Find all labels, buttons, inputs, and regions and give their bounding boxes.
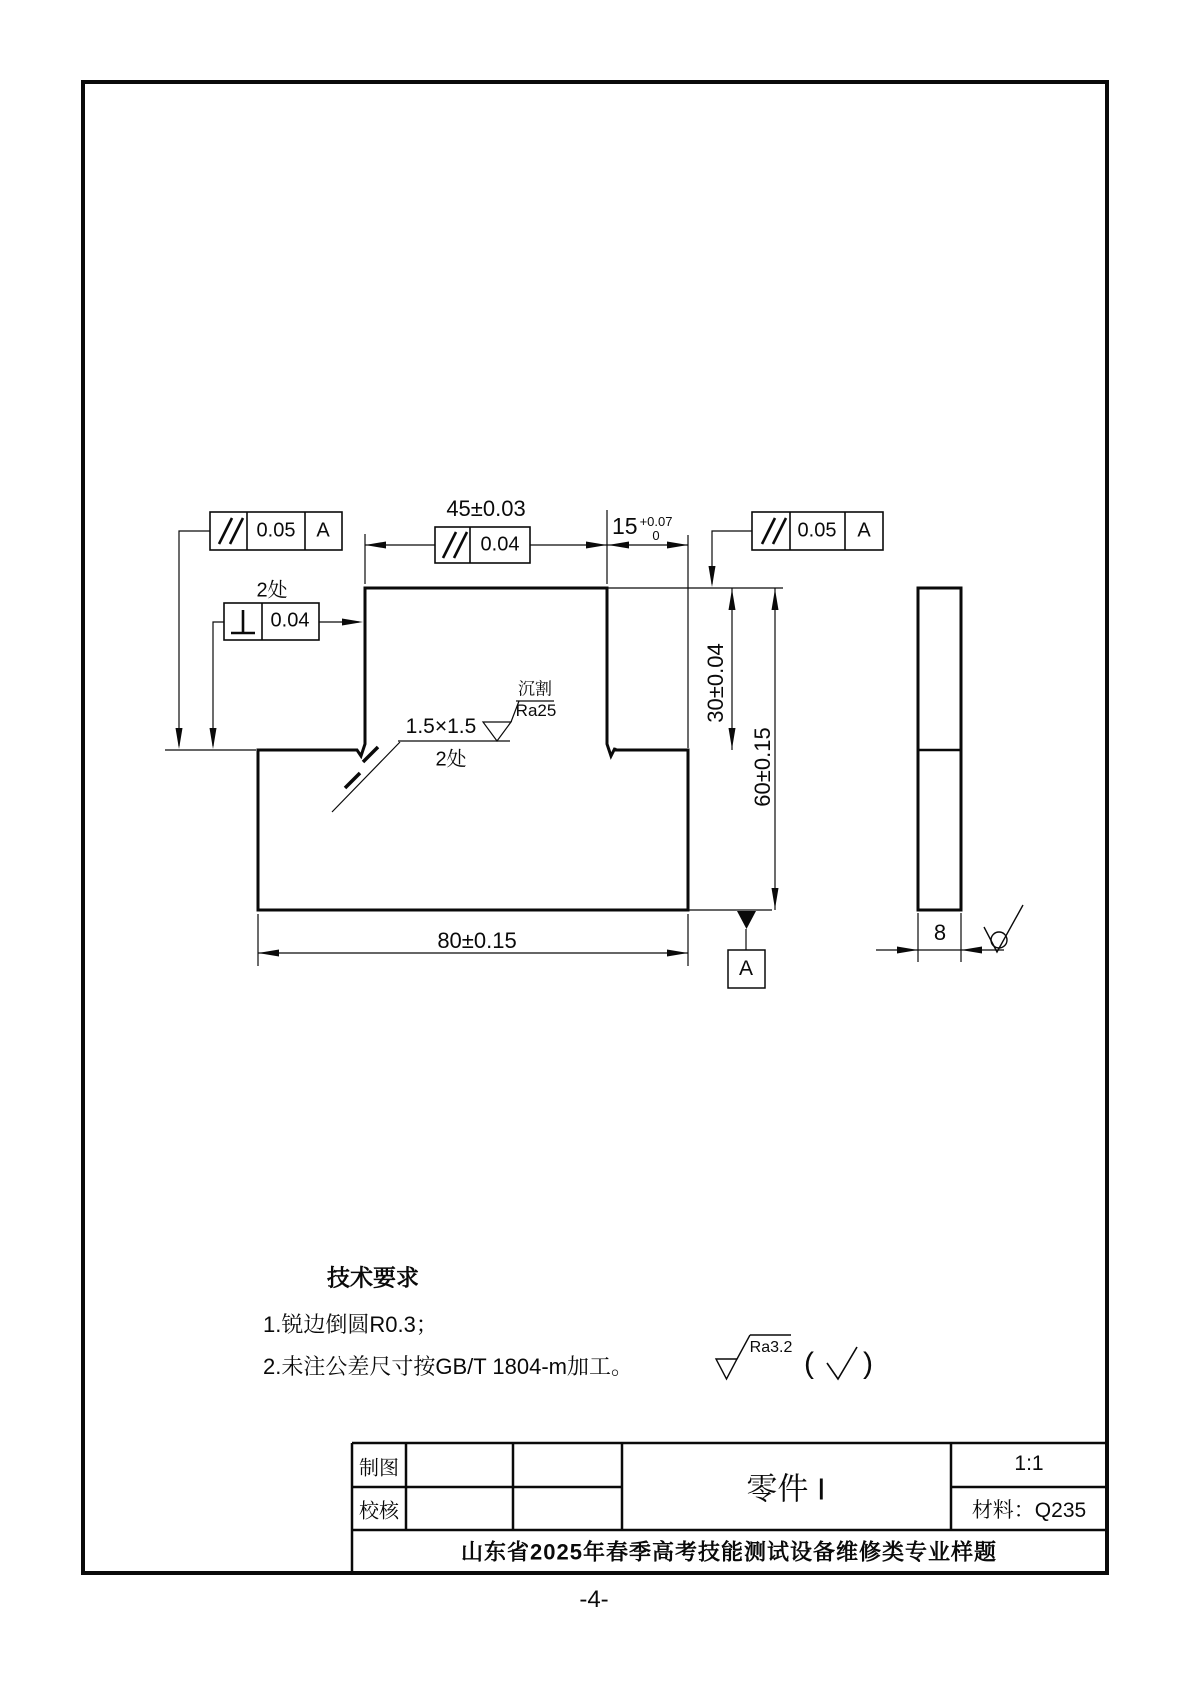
fcf-parallel-left-tolerance: 0.05 bbox=[256, 519, 296, 542]
title-block-scale: 1:1 bbox=[1014, 1452, 1044, 1475]
dim-base-width: 80±0.15 bbox=[437, 928, 517, 953]
datum-label: A bbox=[738, 957, 754, 980]
tech-requirement-1: 1.锐边倒圆R0.3； bbox=[263, 1312, 438, 1337]
paren-close: ) bbox=[863, 1347, 873, 1380]
chamfer-places: 2处 bbox=[435, 748, 467, 771]
paren-open: ( bbox=[804, 1347, 814, 1380]
fcf-perp-places: 2处 bbox=[256, 579, 288, 602]
chamfer-size: 1.5×1.5 bbox=[405, 715, 477, 738]
dim-step-width-lower: 0 bbox=[652, 528, 660, 544]
title-block-drawn-label: 制图 bbox=[359, 1457, 399, 1480]
tech-requirement-2: 2.未注公差尺寸按GB/T 1804-m加工。 bbox=[263, 1354, 633, 1379]
basic-surface-check-icon bbox=[827, 1347, 857, 1379]
title-block-material: 材料：Q235 bbox=[971, 1499, 1087, 1522]
dim-step-width-tolerances bbox=[640, 515, 673, 544]
dimension-lines bbox=[165, 510, 1004, 966]
dim-total-height: 60±0.15 bbox=[750, 727, 775, 807]
dim-stem-height: 30±0.04 bbox=[703, 643, 728, 723]
title-block-banner: 山东省2025年春季高考技能测试设备维修类专业样题 bbox=[461, 1539, 997, 1565]
dim-stem-width: 45±0.03 bbox=[446, 496, 526, 521]
surface-no-removal-icon bbox=[984, 905, 1023, 952]
front-view-outline bbox=[258, 588, 688, 910]
undercut-roughness: Ra25 bbox=[515, 701, 557, 720]
title-block-checked-label: 校核 bbox=[359, 1500, 399, 1523]
fcf-parallel-top-datum: A bbox=[857, 519, 871, 542]
dim-step-width bbox=[612, 515, 673, 544]
page-number: -4- bbox=[579, 1586, 609, 1613]
undercut-label: 沉割 bbox=[518, 679, 552, 699]
undercut-surface-icon bbox=[483, 722, 511, 741]
fcf-boxes bbox=[210, 512, 883, 640]
fcf-perp-tolerance: 0.04 bbox=[270, 609, 310, 632]
fcf-parallel-top-tolerance: 0.05 bbox=[797, 519, 837, 542]
dim-step-width-upper: +0.07 bbox=[639, 514, 673, 529]
general-roughness-value: Ra3.2 bbox=[749, 1339, 793, 1356]
dim-thickness: 8 bbox=[933, 920, 947, 945]
fcf-parallel-width-tolerance: 0.04 bbox=[480, 533, 520, 556]
dim-step-width-nominal: 15 bbox=[612, 513, 638, 539]
fcf-parallel-left-datum: A bbox=[316, 519, 330, 542]
side-view-outline bbox=[918, 588, 961, 910]
tech-requirements-title: 技术要求 bbox=[327, 1264, 419, 1291]
title-block-part-name: 零件 I bbox=[746, 1471, 826, 1507]
